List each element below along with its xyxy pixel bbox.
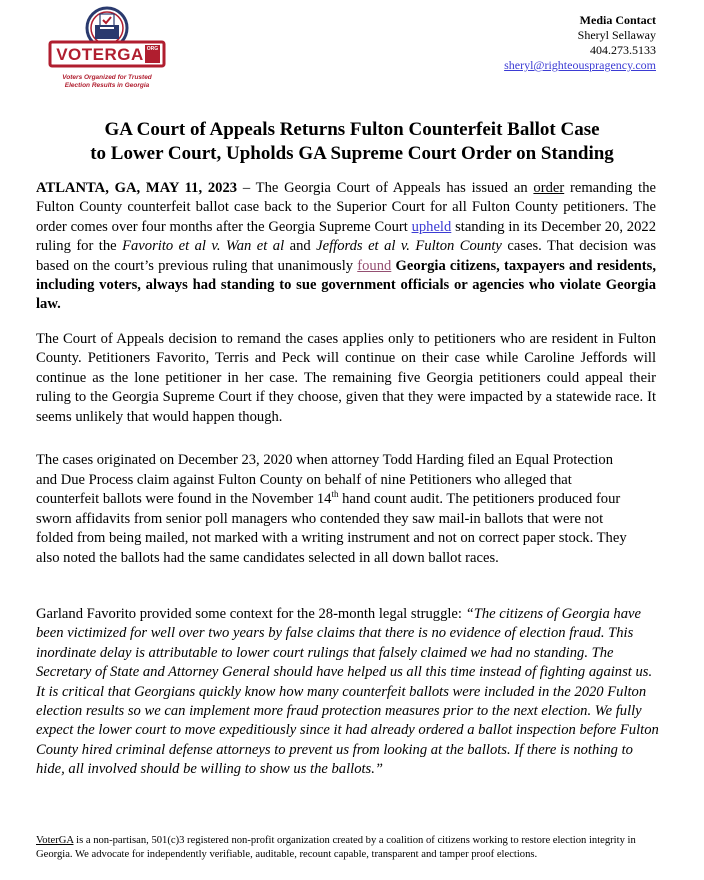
title-line1: GA Court of Appeals Returns Fulton Counterfeit Ballot Case — [104, 119, 600, 140]
media-contact-heading: Media Contact — [579, 13, 656, 27]
upheld-link[interactable]: upheld — [411, 218, 452, 235]
footer-note — [36, 834, 664, 862]
contact-name: Sheryl Sellaway — [577, 28, 656, 42]
p1-text-4: and — [284, 238, 317, 255]
voterga-logo — [48, 4, 166, 92]
title-line2: to Lower Court, Upholds GA Supreme Court Order on Standing — [90, 143, 614, 164]
footer-text: is a non-partisan, 501(c)3 registered non-profit organization created by a coalition of citizens working to restore election integrity in Georgia. We advocate for independently verifiable, auditable, recount capable, transparent and tamper proof elections. — [36, 835, 636, 860]
order-link[interactable]: order — [533, 180, 565, 196]
found-link[interactable]: found — [357, 257, 392, 274]
contact-phone: 404.273.5133 — [590, 43, 656, 57]
voterga-footer-link[interactable]: VoterGA — [36, 835, 74, 846]
p4-text-1: Garland Favorito provided some context for the 28-month legal struggle: — [36, 606, 466, 622]
paragraph-1 — [36, 179, 656, 315]
contact-email-link[interactable]: sheryl@righteouspragency.com — [504, 58, 656, 72]
p1-bold-statement: Georgia citizens, taxpayers and residents, including voters, always had standing to sue government officials or agencies who violate Georgia law. — [36, 257, 656, 313]
p3-text-2: hand count audit. The petitioners produced four sworn affidavits from senior poll managers who contended they saw mail-in ballots that were not folded from being mailed, not marked with a writing instrument and not on correct paper stock. They also noted the ballots had the same candidates selected in all down ballot races. — [36, 491, 627, 566]
favorito-quote: “The citizens of Georgia have been victimized for well over two years by false claims that there is no evidence of election fraud. This inordinate delay is attributable to lower court rulings that falsely claimed we had no standing. The Secretary of State and Attorney General should have helped us all this time instead of fighting against us. It is critical that Georgians quickly know how many counterfeit ballots were included in the 2020 Fulton election results so we can implement more fraud protection measures prior to the next election. We fully expect the lower court to move expeditiously since it had already ordered a ballot inspection before Fulton County hired criminal defense attorneys to prevent us from looking at the ballots. If there is nothing to hide, all involved should be willing to show us the ballots.” — [36, 606, 659, 778]
media-contact — [504, 13, 656, 73]
logo-wordmark: VOTERGA — [56, 45, 144, 64]
p3-superscript: th — [331, 489, 339, 500]
case-name-1: Favorito et al v. Wan et al — [122, 238, 285, 255]
p1-text-5: cases. That decision was based on the court’s previous ruling that unanimously — [36, 238, 657, 274]
p1-text-3: standing in its December 20, 2022 ruling for the — [36, 218, 656, 255]
paragraph-4 — [36, 605, 661, 780]
paragraph-2: The Court of Appeals decision to remand the cases applies only to petitioners who are resident in Fulton County. Petitioners Favorito, Terris and Peck will continue on their case while Caroline Jeffords will continue as the lone petitioner in her case. The remaining five Georgia petitioners could appeal their ruling to the Georgia Supreme Court if they choose, given that they were impacted by a statewide race. It seems unlikely that would happen though. — [36, 331, 656, 425]
case-name-2: Jeffords et al v. Fulton County — [316, 238, 502, 255]
paragraph-3 — [36, 451, 636, 569]
dateline: ATLANTA, GA, MAY 11, 2023 — [36, 180, 238, 196]
p1-text-2: remanding the Fulton County counterfeit ballot case back to the Superior Court for all Fulton County petitioners. The order comes over four months after the Georgia Supreme Court — [36, 180, 656, 235]
p1-text-1: – The Georgia Court of Appeals has issued an — [237, 180, 534, 196]
p3-text-1: The cases originated on December 23, 2020 when attorney Todd Harding filed an Equal Protection and Due Process claim against Fulton County on behalf of nine Petitioners who alleged that counterfeit ballots were found in the November 14 — [36, 452, 614, 508]
logo-wordmark-sub: ORG — [146, 46, 159, 52]
logo-tagline — [54, 74, 160, 90]
logo-tagline-line1: Voters Organized for Trusted — [62, 74, 152, 81]
logo-tagline-line2: Election Results in Georgia — [64, 82, 150, 89]
page-title — [40, 118, 664, 166]
